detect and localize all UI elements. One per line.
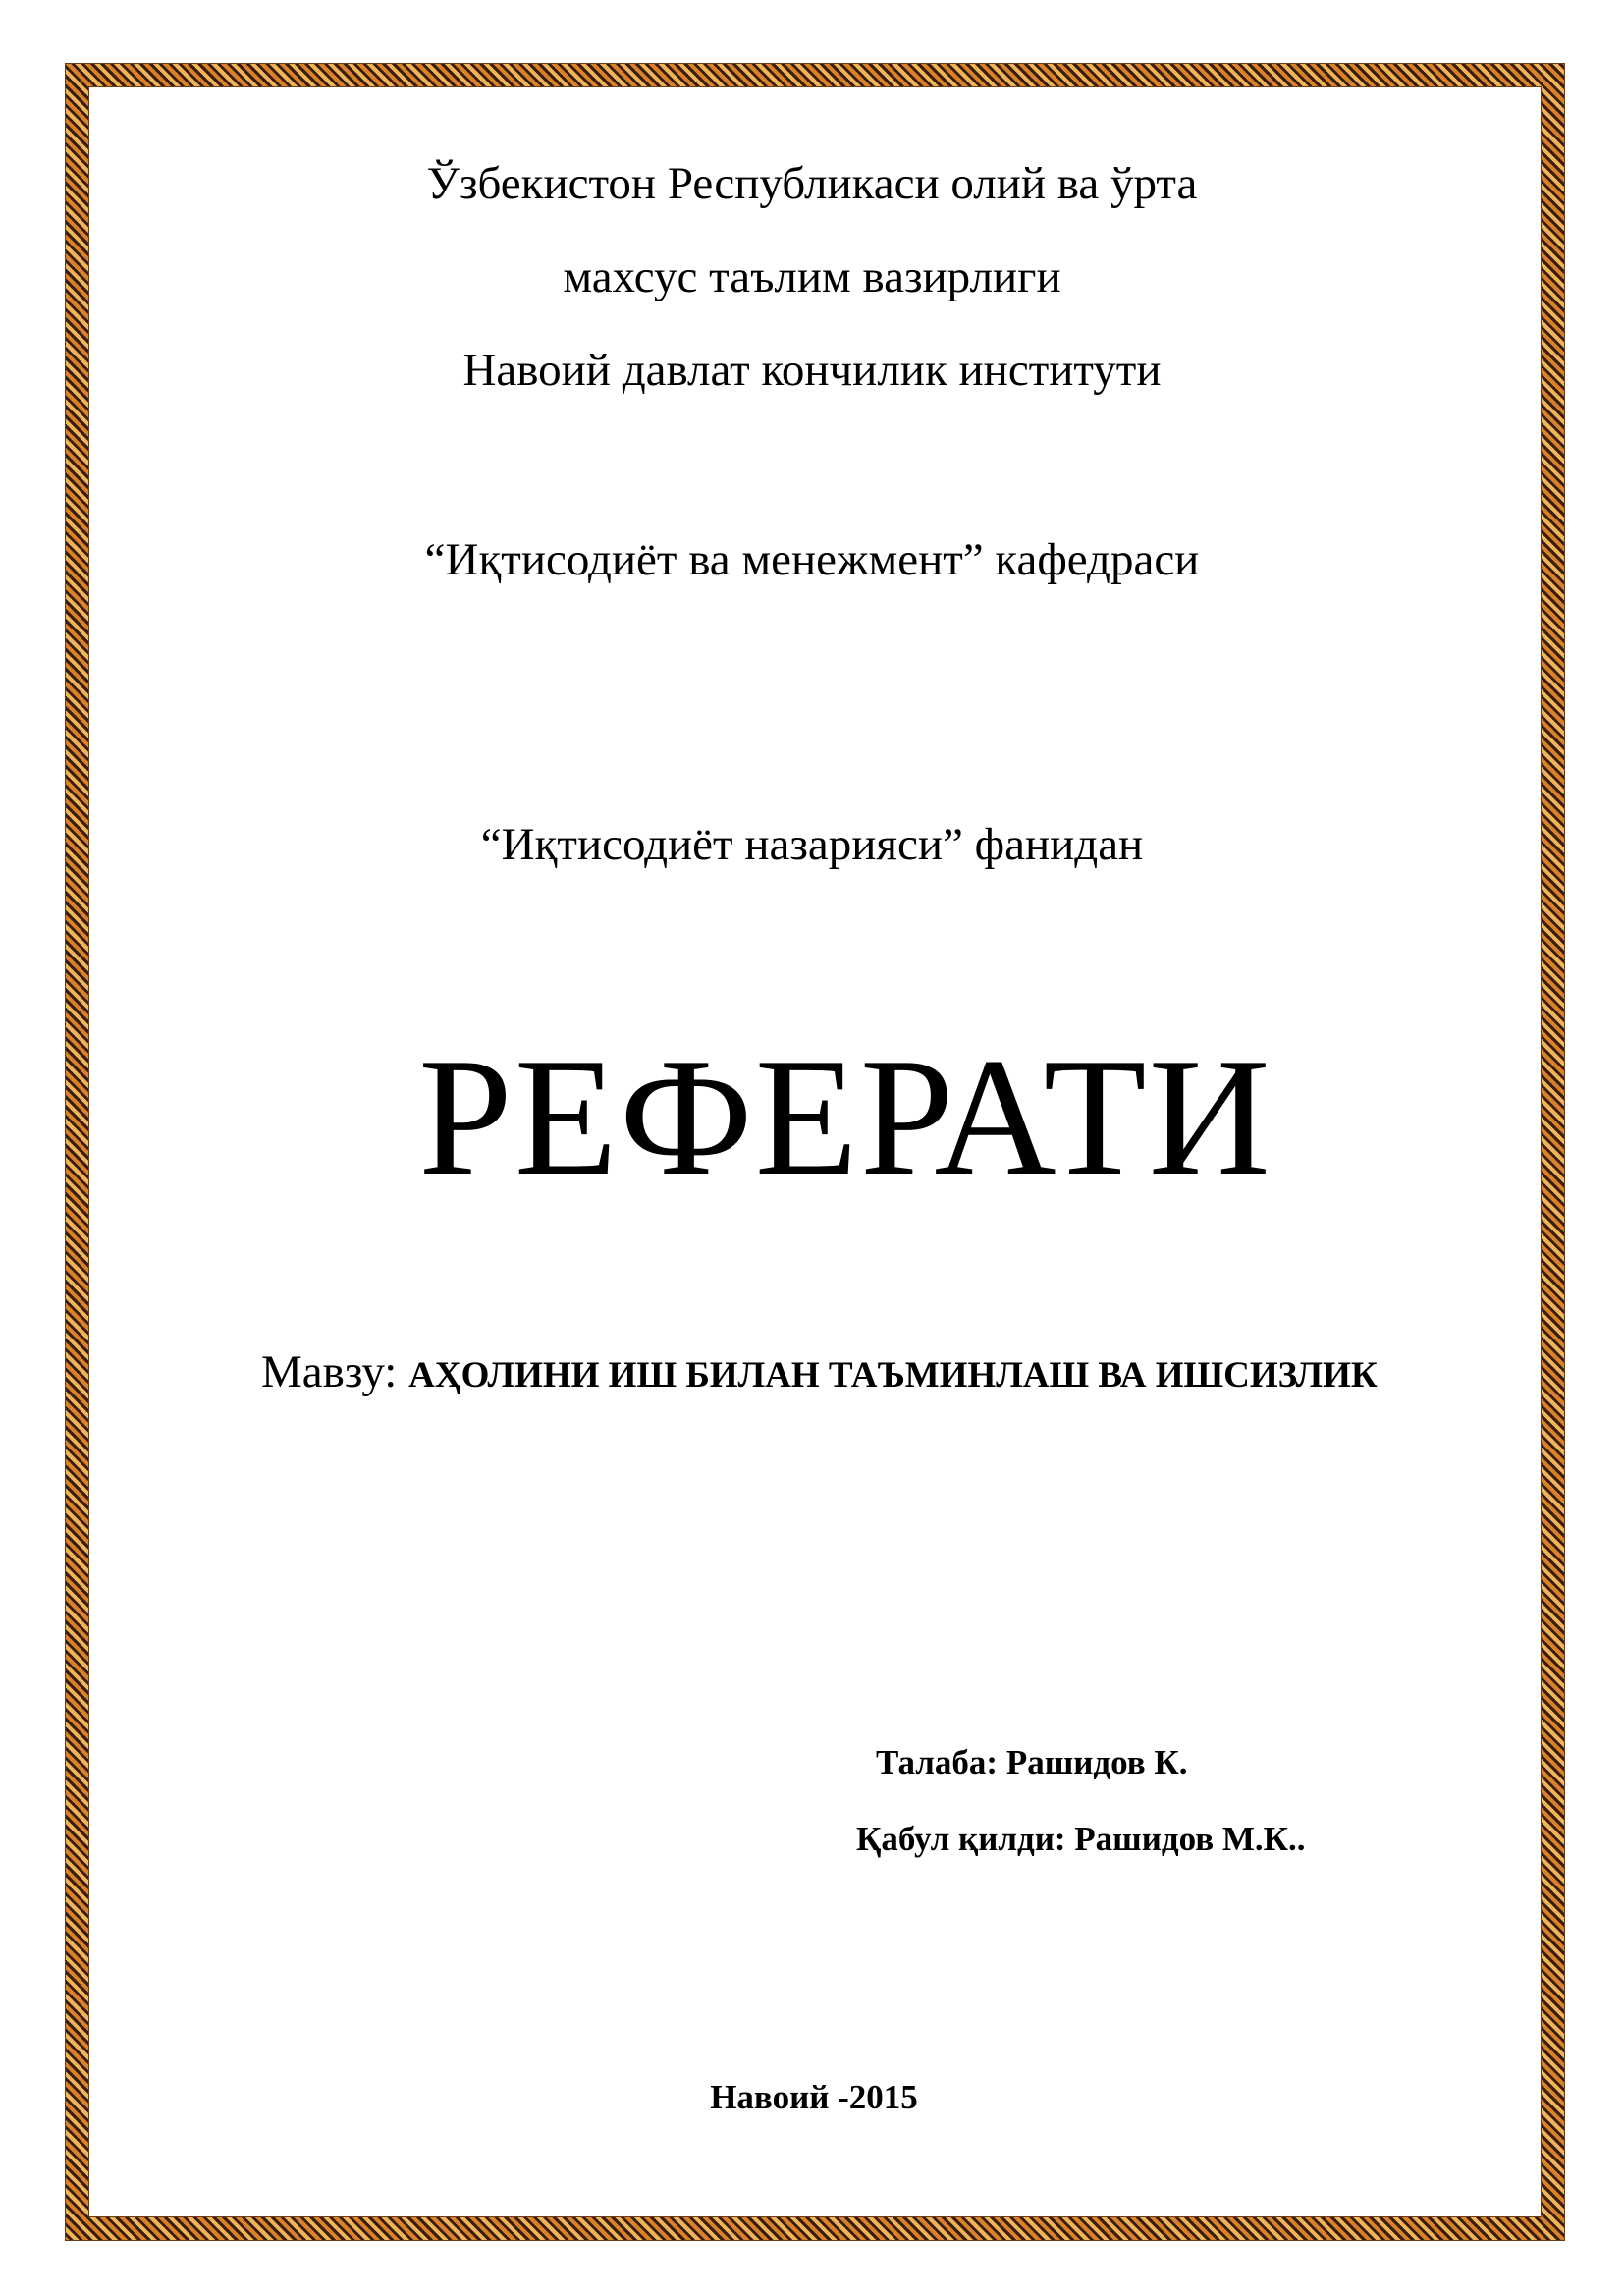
- ministry-line-1: Ўзбекистон Республикаси олий ва ўрта: [426, 158, 1198, 209]
- document-title: РЕФЕРАТИ: [418, 1024, 1272, 1211]
- topic-line: [261, 1345, 1378, 1398]
- city-year: Навоий -2015: [710, 2078, 918, 2116]
- topic-label: Мавзу:: [261, 1346, 409, 1397]
- topic-value: АҲОЛИНИ ИШ БИЛАН ТАЪМИНЛАШ ВА ИШСИЗЛИК: [408, 1355, 1378, 1395]
- department-name: “Иқтисодиёт ва менежмент” кафедраси: [424, 534, 1200, 585]
- ministry-line-2: махсус таълим вазирлиги: [563, 251, 1061, 302]
- student-signature: Талаба: Рашидов К.: [876, 1743, 1188, 1781]
- subject-name: “Иқтисодиёт назарияси” фанидан: [480, 819, 1144, 870]
- institute-name: Навоий давлат кончилик институти: [462, 345, 1162, 396]
- accepted-by-signature: Қабул қилди: Рашидов М.К..: [856, 1820, 1306, 1858]
